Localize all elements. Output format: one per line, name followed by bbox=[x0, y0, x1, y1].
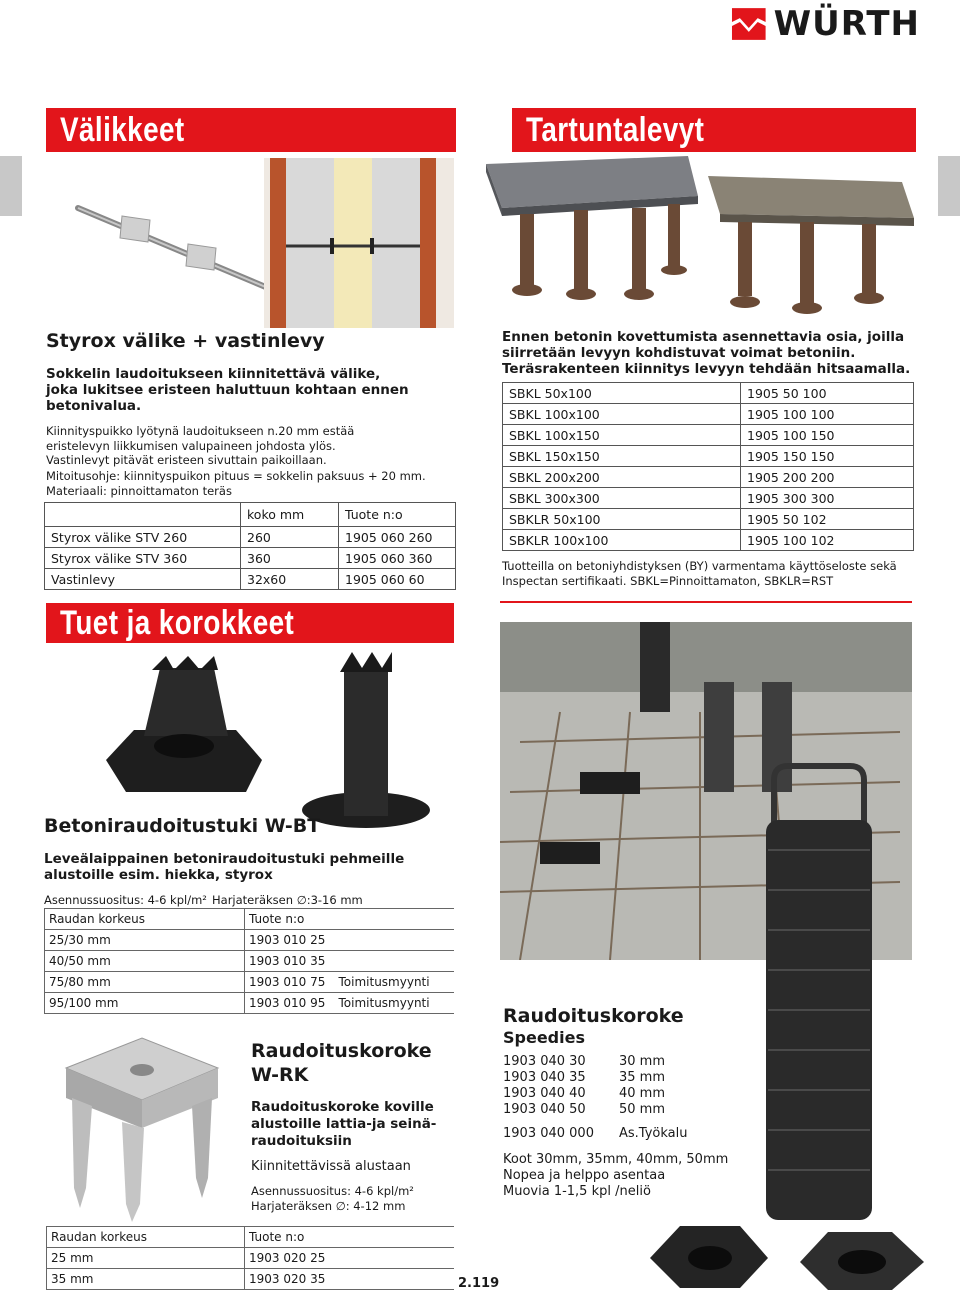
speedies-size: 30 mm bbox=[619, 1054, 666, 1069]
table-cell: 25/30 mm bbox=[45, 930, 245, 951]
table-cell: SBKLR 50x100 bbox=[503, 509, 741, 530]
table-row bbox=[45, 503, 456, 527]
table-cell: 95/100 mm bbox=[45, 993, 245, 1014]
table-cell: 40/50 mm bbox=[45, 951, 245, 972]
table-row bbox=[503, 530, 914, 551]
table-row bbox=[503, 404, 914, 425]
wrk-bar: Harjateräksen ∅: 4-12 mm bbox=[251, 1199, 406, 1213]
table-cell: 25 mm bbox=[47, 1248, 245, 1269]
wrk-lead: Raudoituskoroke koville alustoille lattia-ja seinä-raudoituksiin bbox=[251, 1099, 437, 1149]
table-header-cell: Tuote n:o bbox=[339, 503, 456, 527]
speedies-tool-code: 1903 040 000 bbox=[503, 1126, 594, 1141]
tartunta-table bbox=[502, 382, 914, 551]
banner-tartuntalevyt bbox=[512, 108, 916, 152]
speedies-stack-image bbox=[758, 760, 880, 1226]
wbt-usage: Asennussuositus: 4-6 kpl/m² bbox=[44, 893, 207, 907]
table-header-cell: Raudan korkeus bbox=[45, 909, 245, 930]
table-cell: SBKL 100x150 bbox=[503, 425, 741, 446]
wbt-bar: Harjateräksen ∅:3-16 mm bbox=[212, 893, 363, 907]
wrk-title-2: W-RK bbox=[251, 1064, 309, 1086]
list-item bbox=[503, 1102, 743, 1118]
speedies-line: Muovia 1-1,5 kpl /neliö bbox=[503, 1184, 651, 1199]
wbt-table bbox=[44, 908, 454, 1014]
table-cell: 32x60 bbox=[241, 569, 339, 590]
speedies-code: 1903 040 35 bbox=[503, 1070, 586, 1085]
tartuntalevy-image bbox=[482, 152, 918, 328]
wurth-logo-text: WÜRTH bbox=[773, 4, 920, 44]
speedies-line: Nopea ja helppo asentaa bbox=[503, 1168, 666, 1183]
banner-tartuntalevyt-text: Tartuntalevyt bbox=[526, 110, 705, 149]
speedies-subtitle: Speedies bbox=[503, 1028, 585, 1047]
wbt-title: Betoniraudoitustuki W-BT bbox=[44, 815, 321, 837]
wbt-support-image bbox=[96, 650, 456, 830]
table-cell: SBKL 300x300 bbox=[503, 488, 741, 509]
styrox-table bbox=[44, 502, 456, 590]
table-row bbox=[503, 509, 914, 530]
table-cell: SBKL 50x100 bbox=[503, 383, 741, 404]
styrox-line-1: Kiinnityspuikko lyötynä laudoitukseen n.20 mm estää eristelevyn liikkumisen valupaineen johdosta ylös. bbox=[46, 424, 355, 453]
table-row bbox=[45, 993, 455, 1014]
table-row bbox=[47, 1269, 455, 1290]
table-cell: 1905 300 300 bbox=[741, 488, 914, 509]
table-header-cell: Tuote n:o bbox=[245, 1227, 455, 1248]
table-cell: 1905 50 102 bbox=[741, 509, 914, 530]
speedies-size: 35 mm bbox=[619, 1070, 666, 1085]
list-item bbox=[503, 1054, 743, 1070]
table-cell: 1905 150 150 bbox=[741, 446, 914, 467]
table-row bbox=[45, 548, 456, 569]
styrox-title: Styrox välike + vastinlevy bbox=[46, 330, 325, 352]
table-cell: SBKLR 100x100 bbox=[503, 530, 741, 551]
styrox-line-4: Materiaali: pinnoittamaton teräs bbox=[46, 484, 232, 498]
table-row bbox=[45, 569, 456, 590]
table-row bbox=[45, 909, 455, 930]
table-cell: Vastinlevy bbox=[45, 569, 241, 590]
list-item bbox=[503, 1126, 743, 1142]
table-row bbox=[47, 1227, 455, 1248]
wrk-title-1: Raudoituskoroke bbox=[251, 1040, 432, 1062]
banner-tuet-text: Tuet ja korokkeet bbox=[60, 603, 295, 642]
table-cell: 1905 50 100 bbox=[741, 383, 914, 404]
table-cell: 1905 100 100 bbox=[741, 404, 914, 425]
table-row bbox=[503, 446, 914, 467]
table-cell: 1905 060 60 bbox=[339, 569, 456, 590]
table-cell: SBKL 200x200 bbox=[503, 467, 741, 488]
right-page-tab bbox=[938, 156, 960, 216]
speedies-code: 1903 040 30 bbox=[503, 1054, 586, 1069]
table-cell: SBKL 150x150 bbox=[503, 446, 741, 467]
table-cell: 1905 100 102 bbox=[741, 530, 914, 551]
table-row bbox=[45, 527, 456, 548]
list-item bbox=[503, 1070, 743, 1086]
table-cell: 1903 010 35 bbox=[245, 951, 335, 972]
table-cell: 35 mm bbox=[47, 1269, 245, 1290]
list-item bbox=[503, 1086, 743, 1102]
table-header-cell: koko mm bbox=[241, 503, 339, 527]
table-row bbox=[503, 383, 914, 404]
table-cell: 1905 200 200 bbox=[741, 467, 914, 488]
styrox-line-2: Vastinlevyt pitävät eristeen sivuttain paikoillaan. bbox=[46, 453, 327, 467]
wrk-table bbox=[46, 1226, 454, 1290]
tartunta-lead: Ennen betonin kovettumista asennettavia osia, joilla siirretään levyyn kohdistuvat voimat betoniin. Teräsrakenteen kiinnitys levyyn tehdään hitsaamalla. bbox=[502, 329, 911, 377]
speedies-product-image bbox=[640, 1218, 940, 1294]
speedies-list bbox=[503, 1054, 743, 1200]
speedies-title: Raudoituskoroke bbox=[503, 1005, 684, 1027]
table-cell: 1903 010 75 bbox=[245, 972, 335, 993]
table-header-cell bbox=[335, 909, 455, 930]
table-cell: 1905 060 260 bbox=[339, 527, 456, 548]
table-cell: 1903 020 35 bbox=[245, 1269, 455, 1290]
wbt-lead: Leveälaippainen betoniraudoitustuki pehmeille alustoille esim. hiekka, styrox bbox=[44, 851, 405, 883]
speedies-tool-label: As.Työkalu bbox=[619, 1126, 688, 1141]
banner-valikkeet bbox=[46, 108, 456, 152]
wurth-logo bbox=[730, 4, 920, 44]
table-cell: 1903 020 25 bbox=[245, 1248, 455, 1269]
wrk-chair-image bbox=[46, 1028, 236, 1224]
table-cell: 1905 100 150 bbox=[741, 425, 914, 446]
table-cell: 75/80 mm bbox=[45, 972, 245, 993]
table-cell: 1903 010 95 bbox=[245, 993, 335, 1014]
banner-valikkeet-text: Välikkeet bbox=[60, 110, 185, 149]
left-page-tab bbox=[0, 156, 22, 216]
table-row bbox=[503, 425, 914, 446]
table-cell: Toimitusmyynti bbox=[335, 993, 455, 1014]
table-header-cell bbox=[45, 503, 241, 527]
styrox-line-3: Mitoitusohje: kiinnityspuikon pituus = sokkelin paksuus + 20 mm. bbox=[46, 469, 426, 483]
speedies-line: Koot 30mm, 35mm, 40mm, 50mm bbox=[503, 1152, 729, 1167]
table-row bbox=[503, 467, 914, 488]
table-row bbox=[47, 1248, 455, 1269]
table-row bbox=[45, 930, 455, 951]
speedies-size: 40 mm bbox=[619, 1086, 666, 1101]
divider-right-top bbox=[500, 601, 912, 603]
speedies-code: 1903 040 50 bbox=[503, 1102, 586, 1117]
styrox-spike-image bbox=[60, 160, 280, 320]
table-row bbox=[503, 488, 914, 509]
tartunta-note: Tuotteilla on betoniyhdistyksen (BY) varmentama käyttöseloste sekä Inspectan sertifikaati. SBKL=Pinnoittamaton, SBKLR=RST bbox=[502, 559, 897, 588]
table-cell: Toimitusmyynti bbox=[335, 972, 455, 993]
wrk-mount: Kiinnitettävissä alustaan bbox=[251, 1159, 411, 1174]
table-cell: 1903 010 25 bbox=[245, 930, 335, 951]
table-cell bbox=[335, 930, 455, 951]
table-cell bbox=[335, 951, 455, 972]
banner-tuet bbox=[46, 603, 454, 643]
table-header-cell: Raudan korkeus bbox=[47, 1227, 245, 1248]
styrox-section-image bbox=[264, 158, 454, 328]
wrk-usage: Asennussuositus: 4-6 kpl/m² bbox=[251, 1184, 414, 1198]
table-header-cell: Tuote n:o bbox=[245, 909, 335, 930]
table-row bbox=[45, 972, 455, 993]
speedies-size: 50 mm bbox=[619, 1102, 666, 1117]
table-row bbox=[45, 951, 455, 972]
styrox-lead: Sokkelin laudoitukseen kiinnitettävä välike, joka lukitsee eristeen haluttuun kohtaan ennen betonivalua. bbox=[46, 366, 409, 414]
wurth-logo-mark bbox=[730, 6, 768, 42]
table-cell: Styrox välike STV 360 bbox=[45, 548, 241, 569]
table-cell: SBKL 100x100 bbox=[503, 404, 741, 425]
table-cell: 260 bbox=[241, 527, 339, 548]
table-cell: 1905 060 360 bbox=[339, 548, 456, 569]
page-number: 2.119 bbox=[458, 1276, 500, 1291]
speedies-code: 1903 040 40 bbox=[503, 1086, 586, 1101]
table-cell: 360 bbox=[241, 548, 339, 569]
table-cell: Styrox välike STV 260 bbox=[45, 527, 241, 548]
